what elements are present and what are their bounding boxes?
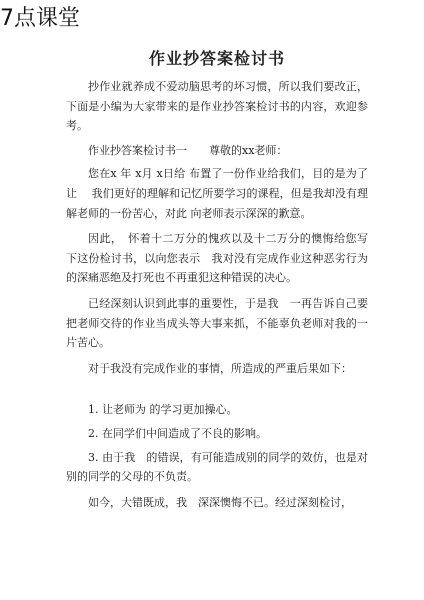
sample-heading: 作业抄答案检讨书一 尊敬的xx老师： — [88, 143, 288, 157]
site-logo-text: 7点课堂 — [0, 6, 80, 31]
list-item: 3. 由于我 的错误，有可能造成别的同学的效仿，也是对别的同学的父母的不负责。 — [66, 450, 368, 484]
list-item: 1. 让老师为 的学习更加操心。 — [88, 403, 238, 417]
document-title: 作业抄答案检讨书 — [148, 49, 285, 68]
paragraph-apology: 因此， 怀着十二万分的愧疚以及十二万分的懊悔给您写下这份检讨书，以向您表示 我对没有完成作业这种恶劣行为的深痛恶绝及打死也不再重犯这种错误的决心。 — [66, 232, 368, 285]
consequence-list — [66, 400, 368, 486]
intro-paragraph: 抄作业就养成不爱动脑思考的坏习惯，所以我们要改正，下面是小编为大家带来的是作业抄答案检讨书的内容，欢迎参考。 — [66, 80, 368, 133]
closing-paragraph: 如今，大错既成，我 深深懊悔不已。经过深刻检讨， — [88, 495, 352, 509]
document-body — [66, 48, 368, 512]
paragraph-resolve: 已经深刻认识到此事的重要性，于是我 一再告诉自己要把老师交待的作业当成头等大事来抓，不能辜负老师对我的一片苦心。 — [66, 296, 368, 350]
paragraph-assignment: 您在x 年 x月 x日给 布置了一份作业给我们，目的是为了让 我们更好的理解和记忆所要学习的课程，但是我却没有理解老师的一份苦心，对此 向老师表示深深的歉意。 — [66, 167, 368, 220]
list-item: 2. 在同学们中间造成了不良的影响。 — [88, 426, 267, 440]
paragraph-consequences-intro: 对于我没有完成作业的事情，所造成的严重后果如下： — [88, 361, 352, 375]
